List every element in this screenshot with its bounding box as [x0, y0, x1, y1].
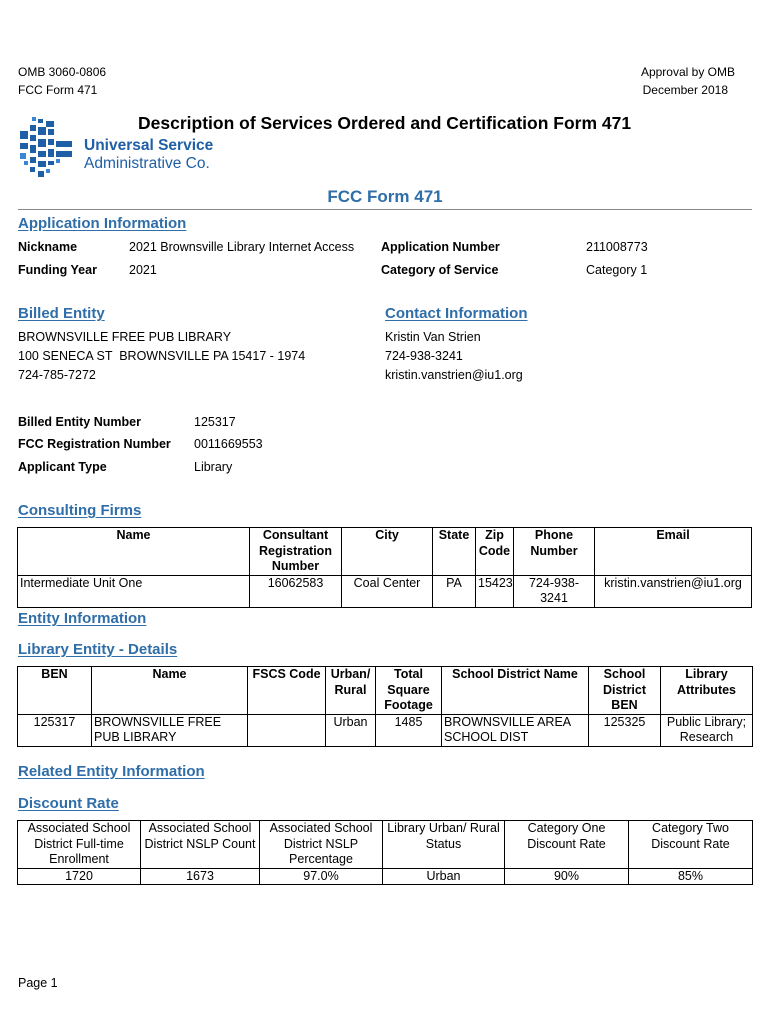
entity-ben-cell: 125317 — [18, 714, 92, 746]
consultant-phone-cell: 724-938-3241 — [514, 575, 595, 607]
billed-entity-name: BROWNSVILLE FREE PUB LIBRARY — [18, 330, 232, 344]
section-application-information: Application Information — [18, 215, 187, 232]
applicant-type-label: Applicant Type — [18, 460, 107, 474]
column-header: Urban/ Rural — [326, 667, 376, 715]
usac-logo-mark-icon — [16, 115, 76, 185]
entity-library-attributes-cell: Public Library; Research — [661, 714, 753, 746]
billed-entity-number-value: 125317 — [194, 415, 236, 429]
omb-number: OMB 3060-0806 — [18, 65, 107, 79]
nslp-percentage-cell: 97.0% — [260, 868, 383, 885]
column-header: FSCS Code — [248, 667, 326, 715]
approval-date: December 2018 — [642, 83, 728, 97]
section-billed-entity: Billed Entity — [18, 305, 105, 322]
category-of-service-value: Category 1 — [586, 263, 648, 277]
column-header: State — [433, 528, 476, 576]
application-number-value: 211008773 — [586, 240, 648, 254]
omb-approval: Approval by OMB — [640, 65, 735, 79]
entity-school-district-cell: BROWNSVILLE AREA SCHOOL DIST — [442, 714, 589, 746]
column-header: Name — [92, 667, 248, 715]
section-related-entity-information: Related Entity Information — [18, 763, 205, 780]
consultant-zip-cell: 15423 — [476, 575, 514, 607]
column-header: Phone Number — [514, 528, 595, 576]
nslp-count-cell: 1673 — [141, 868, 260, 885]
form-number: FCC Form 471 — [18, 83, 98, 97]
consultant-city-cell: Coal Center — [342, 575, 433, 607]
consultant-name-cell: Intermediate Unit One — [18, 575, 250, 607]
fcc-registration-number-value: 0011669553 — [194, 437, 263, 451]
nickname-value: 2021 Brownsville Library Internet Access — [129, 240, 355, 254]
column-header: Category One Discount Rate — [505, 821, 629, 869]
column-header: School District Name — [442, 667, 589, 715]
logo-text-line1: Universal Service — [84, 137, 214, 154]
column-header: Name — [18, 528, 250, 576]
column-header: BEN — [18, 667, 92, 715]
contact-name: Kristin Van Strien — [385, 330, 481, 344]
page-title: Description of Services Ordered and Certification Form 471 — [138, 113, 632, 133]
page-number: Page 1 — [18, 976, 58, 990]
title-divider — [18, 209, 752, 210]
billed-entity-phone: 724-785-7272 — [18, 368, 96, 382]
consultant-email-cell: kristin.vanstrien@iu1.org — [595, 575, 752, 607]
discount-rate-table — [17, 820, 753, 885]
nickname-label: Nickname — [18, 240, 78, 254]
column-header: Library Urban/ Rural Status — [383, 821, 505, 869]
fcc-registration-number-label: FCC Registration Number — [18, 437, 171, 451]
applicant-type-value: Library — [194, 460, 233, 474]
category-of-service-label: Category of Service — [381, 263, 499, 277]
column-header: Email — [595, 528, 752, 576]
library-entity-table — [17, 666, 753, 747]
enrollment-cell: 1720 — [18, 868, 141, 885]
section-library-entity-details: Library Entity - Details — [18, 641, 178, 658]
urban-rural-status-cell: Urban — [383, 868, 505, 885]
column-header: Total Square Footage — [376, 667, 442, 715]
category-two-discount-cell: 85% — [629, 868, 753, 885]
section-contact-information: Contact Information — [385, 305, 528, 322]
entity-name-cell: BROWNSVILLE FREE PUB LIBRARY — [92, 714, 248, 746]
column-header: Associated School District NSLP Count — [141, 821, 260, 869]
funding-year-label: Funding Year — [18, 263, 97, 277]
form-subtitle: FCC Form 471 — [327, 187, 443, 206]
table-row — [18, 868, 753, 885]
column-header: City — [342, 528, 433, 576]
section-entity-information: Entity Information — [18, 610, 147, 627]
consulting-firms-table — [17, 527, 752, 608]
entity-fscs-cell — [248, 714, 326, 746]
table-header-row — [18, 821, 753, 869]
column-header: Zip Code — [476, 528, 514, 576]
application-number-label: Application Number — [381, 240, 500, 254]
table-header-row — [18, 528, 752, 576]
logo-text-line2: Administrative Co. — [84, 155, 210, 172]
column-header: Consultant Registration Number — [250, 528, 342, 576]
category-one-discount-cell: 90% — [505, 868, 629, 885]
column-header: Library Attributes — [661, 667, 753, 715]
section-consulting-firms: Consulting Firms — [18, 502, 142, 519]
contact-email: kristin.vanstrien@iu1.org — [385, 368, 523, 382]
entity-urban-rural-cell: Urban — [326, 714, 376, 746]
column-header: Associated School District Full-time Enrollment — [18, 821, 141, 869]
funding-year-value: 2021 — [129, 263, 157, 277]
contact-phone: 724-938-3241 — [385, 349, 463, 363]
table-header-row — [18, 667, 753, 715]
section-discount-rate: Discount Rate — [18, 795, 119, 812]
billed-entity-number-label: Billed Entity Number — [18, 415, 141, 429]
table-row — [18, 575, 752, 607]
column-header: School District BEN — [589, 667, 661, 715]
consultant-registration-cell: 16062583 — [250, 575, 342, 607]
column-header: Associated School District NSLP Percentage — [260, 821, 383, 869]
column-header: Category Two Discount Rate — [629, 821, 753, 869]
billed-entity-address: 100 SENECA ST BROWNSVILLE PA 15417 - 1974 — [18, 349, 306, 363]
entity-school-district-ben-cell: 125325 — [589, 714, 661, 746]
entity-square-footage-cell: 1485 — [376, 714, 442, 746]
table-row — [18, 714, 753, 746]
consultant-state-cell: PA — [433, 575, 476, 607]
